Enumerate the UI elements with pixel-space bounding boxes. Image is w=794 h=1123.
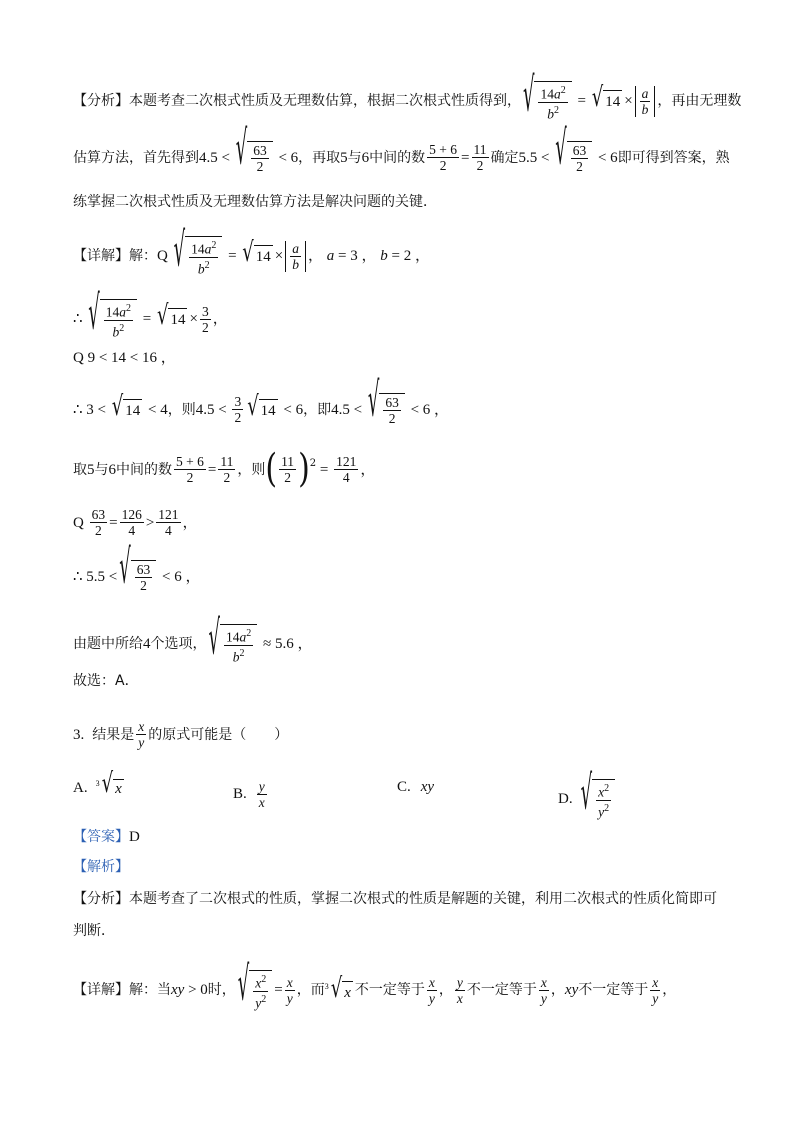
text: ，则 bbox=[167, 401, 196, 418]
text: ，则 bbox=[237, 461, 266, 478]
detail-tag: 【详解】 bbox=[73, 248, 129, 264]
text: 不一定等于 bbox=[354, 982, 425, 998]
text: ， bbox=[438, 982, 453, 998]
analysis-line-2: 估算方法，首先得到 4.5 < √ $\frac{63}{2}$ < 6 ，再取 5 与 6 中间的数 $\frac{5 + 6}{2}$ = $\frac{11}{2}$ 确定 5.5 < √ $\frac{63}{2}$ < 6 即可得到答案，熟 bbox=[73, 122, 730, 177]
analysis-line-3 bbox=[73, 192, 437, 212]
text: 即可得到答案，熟 bbox=[617, 149, 730, 166]
text: ，再取 bbox=[298, 149, 341, 166]
text: 估算方法，首先得到 bbox=[73, 149, 199, 166]
option-label: C. bbox=[397, 779, 411, 795]
analysis-heading bbox=[73, 857, 129, 877]
answer-tag: 【答案】 bbox=[73, 829, 129, 845]
text: 的原式可能是（ ） bbox=[148, 726, 289, 743]
detail-line-6: Q $\frac{63}{2}$ = $\frac{126}{4}$ > $\frac{121}{4}$ ， bbox=[73, 507, 198, 538]
option-label: B. bbox=[233, 786, 247, 802]
detail-line-8: 由题中所给 4 个选项， √ $\frac{14a^2}{b^2}$ ≈ 5.6 ， bbox=[73, 612, 313, 667]
detail-line-1: 【详解】 解： Q √ $\frac{14a^2}{b^2}$ = √ 14 × $\frac{a}{b}$ ， a = 3 ， b = 2 ， bbox=[73, 224, 430, 279]
text: 中间的数 bbox=[369, 149, 426, 166]
question-number: 3. bbox=[73, 726, 85, 743]
sqrt-expr: √ $\frac{14a^2}{b^2}$ bbox=[523, 81, 572, 121]
detail-tag: 【详解】 bbox=[73, 982, 129, 998]
text: ，再由无理数 bbox=[657, 93, 742, 109]
question-3: 3. 结果是 $\frac{x}{y}$ 的原式可能是（ ） bbox=[73, 719, 289, 750]
q3-analysis-line-1 bbox=[73, 889, 717, 909]
option-b: B. $\frac{y}{x}$ bbox=[233, 779, 265, 810]
text: 不一定等于 bbox=[578, 982, 649, 998]
text: 本题考查二次根式性质及无理数估算，根据二次根式性质得到， bbox=[129, 93, 521, 109]
detail-line-5: 取 5 与 6 中间的数 $\frac{5 + 6}{2}$ = $\frac{11}{2}$ ，则 ( $\frac{11}{2}$ ) 2 = $\frac{121}{4}$ ， bbox=[73, 446, 376, 492]
answer-value: D bbox=[129, 829, 140, 845]
detail-line-7: ∴ 5.5 < √ $\frac{63}{2}$ < 6 ， bbox=[73, 541, 201, 596]
text: 个选项， bbox=[150, 636, 207, 652]
option-d: D. √ $\frac{x^2}{y^2}$ bbox=[558, 779, 617, 819]
jiexi-tag: 【解析】 bbox=[73, 859, 129, 875]
analysis-tag: 【分析】 bbox=[73, 93, 129, 109]
option-label: D. bbox=[558, 790, 573, 807]
text: ，而 bbox=[296, 982, 325, 998]
text: ， bbox=[662, 982, 677, 998]
answer-line bbox=[73, 827, 140, 847]
text: 时， bbox=[207, 982, 236, 998]
text: 解：当 bbox=[129, 982, 171, 998]
analysis-line-1: 【分析】 本题考查二次根式性质及无理数估算，根据二次根式性质得到， √ $\frac{14a^2}{b^2}$ = √ 14 × $\frac{a}{b}$ ，再由无理数 bbox=[73, 69, 742, 124]
detail-line-3: Q 9 < 14 < 16 ， bbox=[73, 350, 176, 366]
detail-line-9 bbox=[73, 671, 139, 691]
text: ， bbox=[550, 982, 565, 998]
text: 由题中所给 bbox=[73, 636, 143, 652]
text: ，即 bbox=[303, 401, 332, 418]
q3-analysis-line-2 bbox=[73, 921, 115, 941]
option-a: A. $^3$ √ x bbox=[73, 768, 122, 800]
text: 练掌握二次根式性质及无理数估算方法是解决问题的关键． bbox=[73, 194, 437, 210]
detail-line-2: ∴ √ $\frac{14a^2}{b^2}$ = √ 14 × $\frac{3}{2}$ ， bbox=[73, 287, 228, 342]
text: 故选：A． bbox=[73, 673, 139, 689]
text: 本题考查了二次根式的性质，掌握二次根式的性质是解题的关键，利用二次根式的性质化简即可 bbox=[129, 891, 717, 907]
analysis-tag: 【分析】 bbox=[73, 891, 129, 907]
option-label: A. bbox=[73, 780, 88, 797]
detail-line-4: ∴ 3 < √ 14 < 4 ，则 4.5 < $\frac{3}{2}$ √ 14 < 6 ，即 4.5 < √ $\frac{63}{2}$ < 6 ， bbox=[73, 374, 450, 429]
text: 解： bbox=[129, 248, 157, 264]
text: 判断． bbox=[73, 923, 115, 939]
q3-detail-line: 【详解】 解：当 xy > 0 时， √ $\frac{x^2}{y^2}$ = $\frac{x}{y}$ ，而 $^3$ √ x 不一定等于 $\frac{x}{y}$ ， $\frac{y}{x}$ 不一定等于 $\frac{x}{y}$ ， xy 不一定等于 $\frac{x}{y}$ ， bbox=[73, 958, 677, 1013]
text: 确定 bbox=[490, 149, 519, 166]
text: 不一定等于 bbox=[466, 982, 537, 998]
text: 中间的数 bbox=[116, 461, 172, 478]
text: 结果是 bbox=[92, 726, 135, 743]
text: 取 bbox=[73, 461, 87, 478]
option-c: C. xy bbox=[397, 779, 435, 795]
